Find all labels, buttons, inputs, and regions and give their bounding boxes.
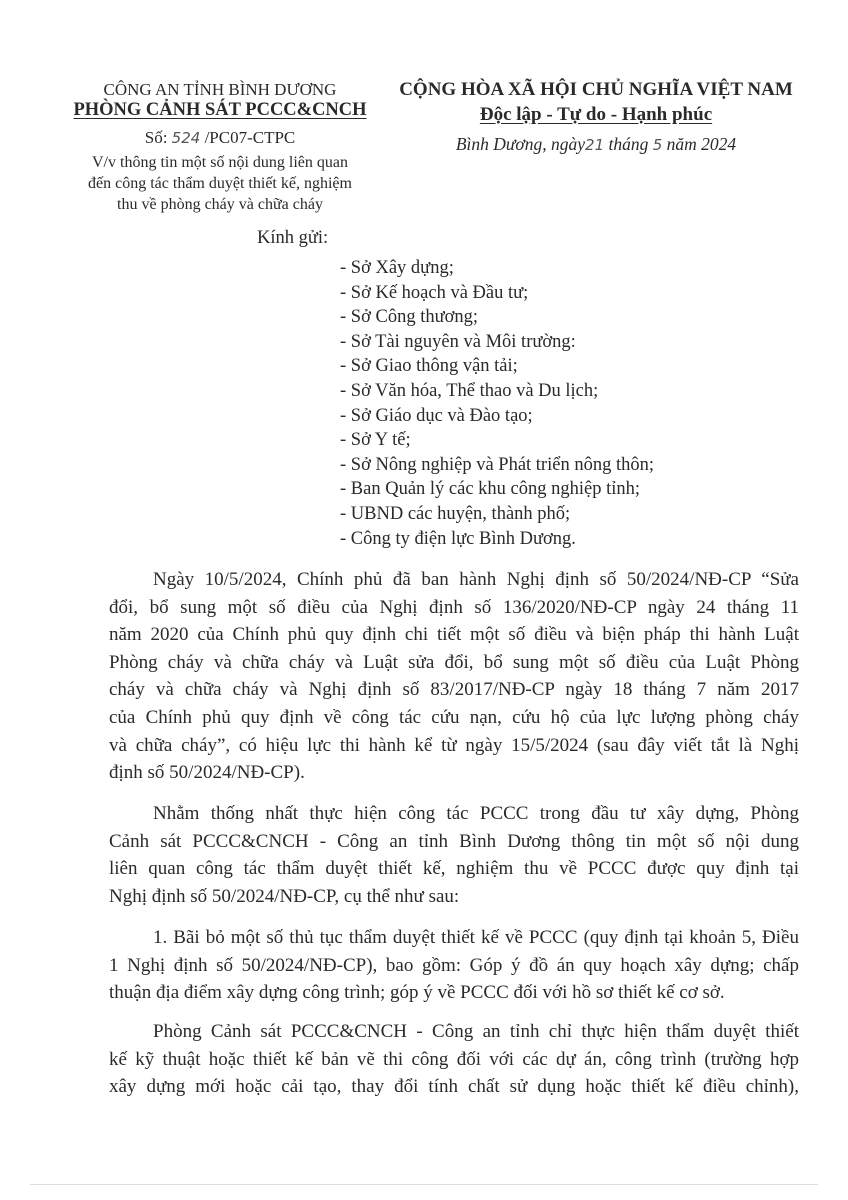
date-year: năm 2024: [666, 134, 737, 154]
text-line: 1 Nghị định số 50/2024/NĐ-CP), bao gồm: Góp ý đồ án quy hoạch xây dựng; chấp: [109, 954, 799, 976]
text-line: Cảnh sát PCCC&CNCH - Công an tỉnh Bình Dương thông tin một số nội dung: [109, 830, 799, 852]
paragraph-scope: [109, 1018, 799, 1101]
text-line: xây dựng mới hoặc cải tạo, thay đổi tính chất sử dụng hoặc thiết kế điều chỉnh),: [109, 1076, 799, 1098]
date-day: 21: [585, 136, 605, 154]
document-number: [60, 128, 380, 148]
recipient-item: - Sở Kế hoạch và Đầu tư;: [340, 282, 529, 303]
date-month: 5: [652, 136, 663, 154]
number-value: 524: [171, 129, 201, 147]
recipient-item: - Sở Nông nghiệp và Phát triển nông thôn;: [340, 454, 654, 475]
paragraph-item-1: [109, 924, 799, 1007]
text-line: năm 2020 của Chính phủ quy định chi tiết một số điều và biện pháp thi hành Luật: [109, 624, 799, 646]
text-line: Phòng cháy và chữa cháy và Luật sửa đổi, bổ sung một số điều của Luật Phòng: [109, 651, 799, 673]
recipient-item: - Sở Giáo dục và Đào tạo;: [340, 405, 533, 426]
recipient-item: - Công ty điện lực Bình Dương.: [340, 528, 576, 549]
subject-line: đến công tác thẩm duyệt thiết kế, nghiệm: [88, 175, 352, 192]
number-suffix: /PC07-CTPC: [204, 128, 296, 147]
recipient-item: - Sở Tài nguyên và Môi trường:: [340, 331, 576, 352]
text-line: đổi, bổ sung một số điều của Nghị định số 136/2020/NĐ-CP ngày 24 tháng 11: [109, 596, 799, 618]
text-line: của Chính phủ quy định về công tác cứu nạn, cứu hộ của lực lượng phòng cháy: [109, 706, 799, 728]
recipient-item: - Sở Công thương;: [340, 307, 479, 328]
recipient-item: - UBND các huyện, thành phố;: [340, 503, 571, 524]
recipient-item: - Ban Quản lý các khu công nghiệp tỉnh;: [340, 479, 641, 500]
text-line: Ngày 10/5/2024, Chính phủ đã ban hành Nghị định số 50/2024/NĐ-CP “Sửa: [153, 569, 799, 590]
agency-name: CÔNG AN TỈNH BÌNH DƯƠNG: [103, 80, 337, 99]
text-line: liên quan công tác thẩm duyệt thiết kế, nghiệm thu về PCCC được quy định tại: [109, 858, 799, 880]
recipient-item: - Sở Giao thông vận tải;: [340, 356, 518, 377]
text-line: 1. Bãi bỏ một số thủ tục thẩm duyệt thiết kế về PCCC (quy định tại khoản 5, Điều: [153, 927, 799, 948]
date-prefix: Bình Dương, ngày: [455, 134, 586, 154]
text-line: Nghị định số 50/2024/NĐ-CP, cụ thể như sau:: [109, 885, 460, 907]
recipient-item: - Sở Xây dựng;: [340, 258, 454, 278]
text-line: cháy và chữa cháy và Nghị định số 83/2017/NĐ-CP ngày 18 tháng 7 năm 2017: [109, 679, 799, 701]
page-bottom-edge: [30, 1184, 818, 1185]
text-line: định số 50/2024/NĐ-CP).: [109, 762, 305, 784]
recipient-item: - Sở Văn hóa, Thể thao và Du lịch;: [340, 380, 599, 401]
paragraph-purpose: [109, 800, 799, 910]
text-line: kế kỹ thuật hoặc thiết kế bản vẽ thi công đối với các dự án, công trình (trường hợp: [109, 1048, 799, 1070]
text-line: thuận địa điểm xây dựng công trình; góp ý về PCCC đối với hồ sơ thiết kế cơ sở.: [109, 982, 725, 1004]
month-label: tháng: [608, 134, 649, 154]
department-text: PHÒNG CẢNH SÁT PCCC&CNCH: [73, 100, 367, 120]
motto: [380, 104, 812, 126]
text-line: và chữa cháy”, có hiệu lực thi hành kể từ ngày 15/5/2024 (sau đây viết tắt là Nghị: [109, 734, 799, 756]
motto-text: Độc lập - Tự do - Hạnh phúc: [479, 104, 713, 125]
country-name: CỘNG HÒA XÃ HỘI CHỦ NGHĨA VIỆT NAM: [399, 79, 793, 100]
text-line: Phòng Cảnh sát PCCC&CNCH - Công an tỉnh chỉ thực hiện thẩm duyệt thiết: [153, 1021, 799, 1042]
recipient-item: - Sở Y tế;: [340, 430, 411, 451]
document-date: [380, 134, 812, 155]
number-label: Số:: [144, 128, 168, 147]
subject-line: V/v thông tin một số nội dung liên quan: [92, 154, 348, 171]
subject-line: thu về phòng cháy và chữa cháy: [117, 196, 323, 213]
recipient-list: [340, 256, 654, 551]
department-name: [60, 100, 380, 121]
text-line: Nhằm thống nhất thực hiện công tác PCCC trong đầu tư xây dựng, Phòng: [153, 803, 799, 824]
salutation: Kính gửi:: [257, 228, 329, 248]
paragraph-decree-issued: [109, 566, 799, 787]
